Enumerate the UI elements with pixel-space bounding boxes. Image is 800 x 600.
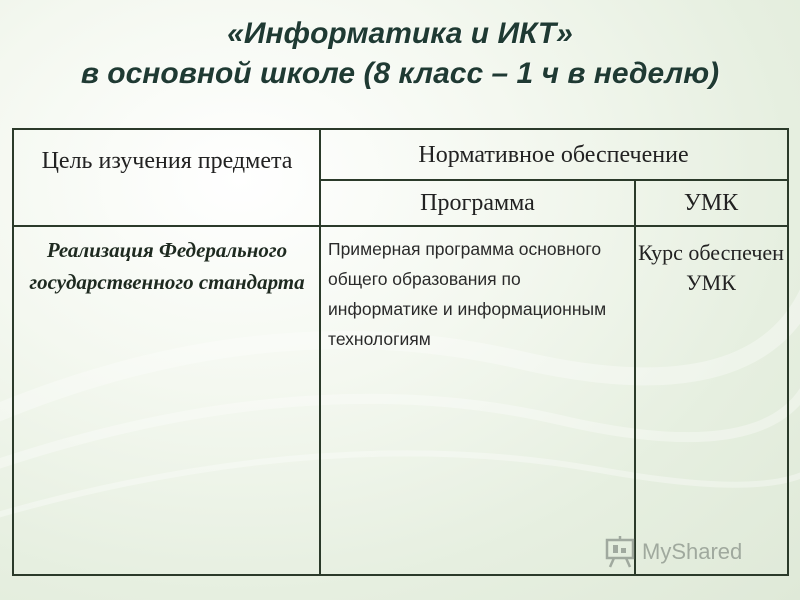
cell-program: Примерная программа основного общего образования по информатике и информационным технологиям: [328, 239, 607, 349]
watermark: [604, 535, 742, 569]
watermark-text: MyShared: [642, 539, 743, 564]
slide-title: [0, 14, 800, 94]
presentation-board-icon: [604, 535, 638, 569]
header-goal: Цель изучения предмета: [41, 148, 293, 174]
header-program: Программа: [420, 190, 535, 216]
title-line-1: «Информатика и ИКТ»: [227, 17, 573, 50]
cell-umk: Курс обеспечен УМК: [638, 240, 784, 295]
info-table: [12, 128, 789, 576]
cell-goal: Реализация Федерального государственного стандарта: [29, 238, 305, 294]
header-umk: УМК: [683, 190, 739, 216]
title-line-2: в основной школе (8 класс – 1 ч в неделю): [80, 57, 720, 90]
header-normative: Нормативное обеспечение: [418, 142, 689, 168]
